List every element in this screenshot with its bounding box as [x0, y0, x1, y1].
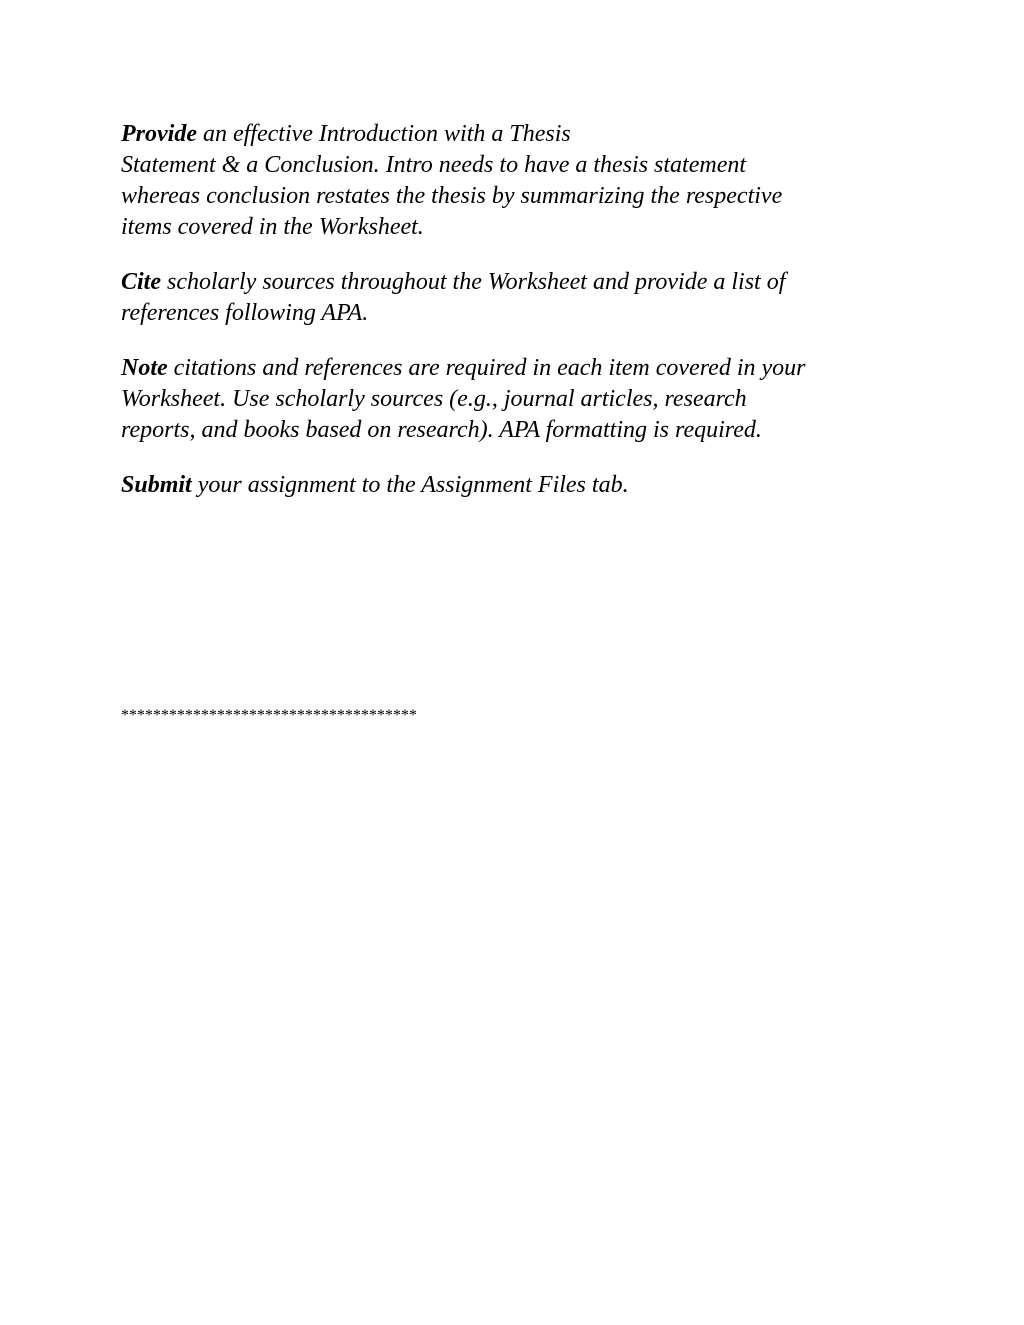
- paragraph-line: whereas conclusion restates the thesis by summarizing the respective: [121, 183, 783, 209]
- paragraph-cite: [121, 267, 911, 329]
- paragraph-line: [121, 267, 911, 298]
- paragraph-text: your assignment to the Assignment Files tab.: [191, 472, 629, 498]
- paragraph-text: an effective Introduction with a Thesis: [196, 121, 571, 147]
- paragraph-lead: Submit: [121, 472, 192, 498]
- paragraph-text: citations and references are required in each item covered in your: [167, 355, 806, 381]
- paragraph-text: scholarly sources throughout the Worksheet and provide a list of: [161, 269, 786, 295]
- paragraph-provide: [121, 119, 911, 243]
- paragraph-note: [121, 353, 911, 446]
- paragraph-line: Worksheet. Use scholarly sources (e.g., journal articles, research: [121, 386, 747, 412]
- paragraph-line: [121, 470, 911, 501]
- paragraph-lead: Note: [121, 355, 168, 381]
- paragraph-line: [121, 119, 911, 150]
- paragraph-submit: [121, 470, 911, 501]
- paragraph-lead: Provide: [121, 121, 197, 147]
- instructions-body: [121, 119, 911, 525]
- paragraph-line: Statement & a Conclusion. Intro needs to have a thesis statement: [121, 152, 747, 178]
- asterisk-separator: *************************************: [121, 707, 417, 724]
- paragraph-line: [121, 353, 911, 384]
- paragraph-lead: Cite: [121, 269, 161, 295]
- paragraph-line: items covered in the Worksheet.: [121, 214, 424, 240]
- paragraph-line: references following APA.: [121, 300, 369, 326]
- paragraph-line: reports, and books based on research). APA formatting is required.: [121, 417, 762, 443]
